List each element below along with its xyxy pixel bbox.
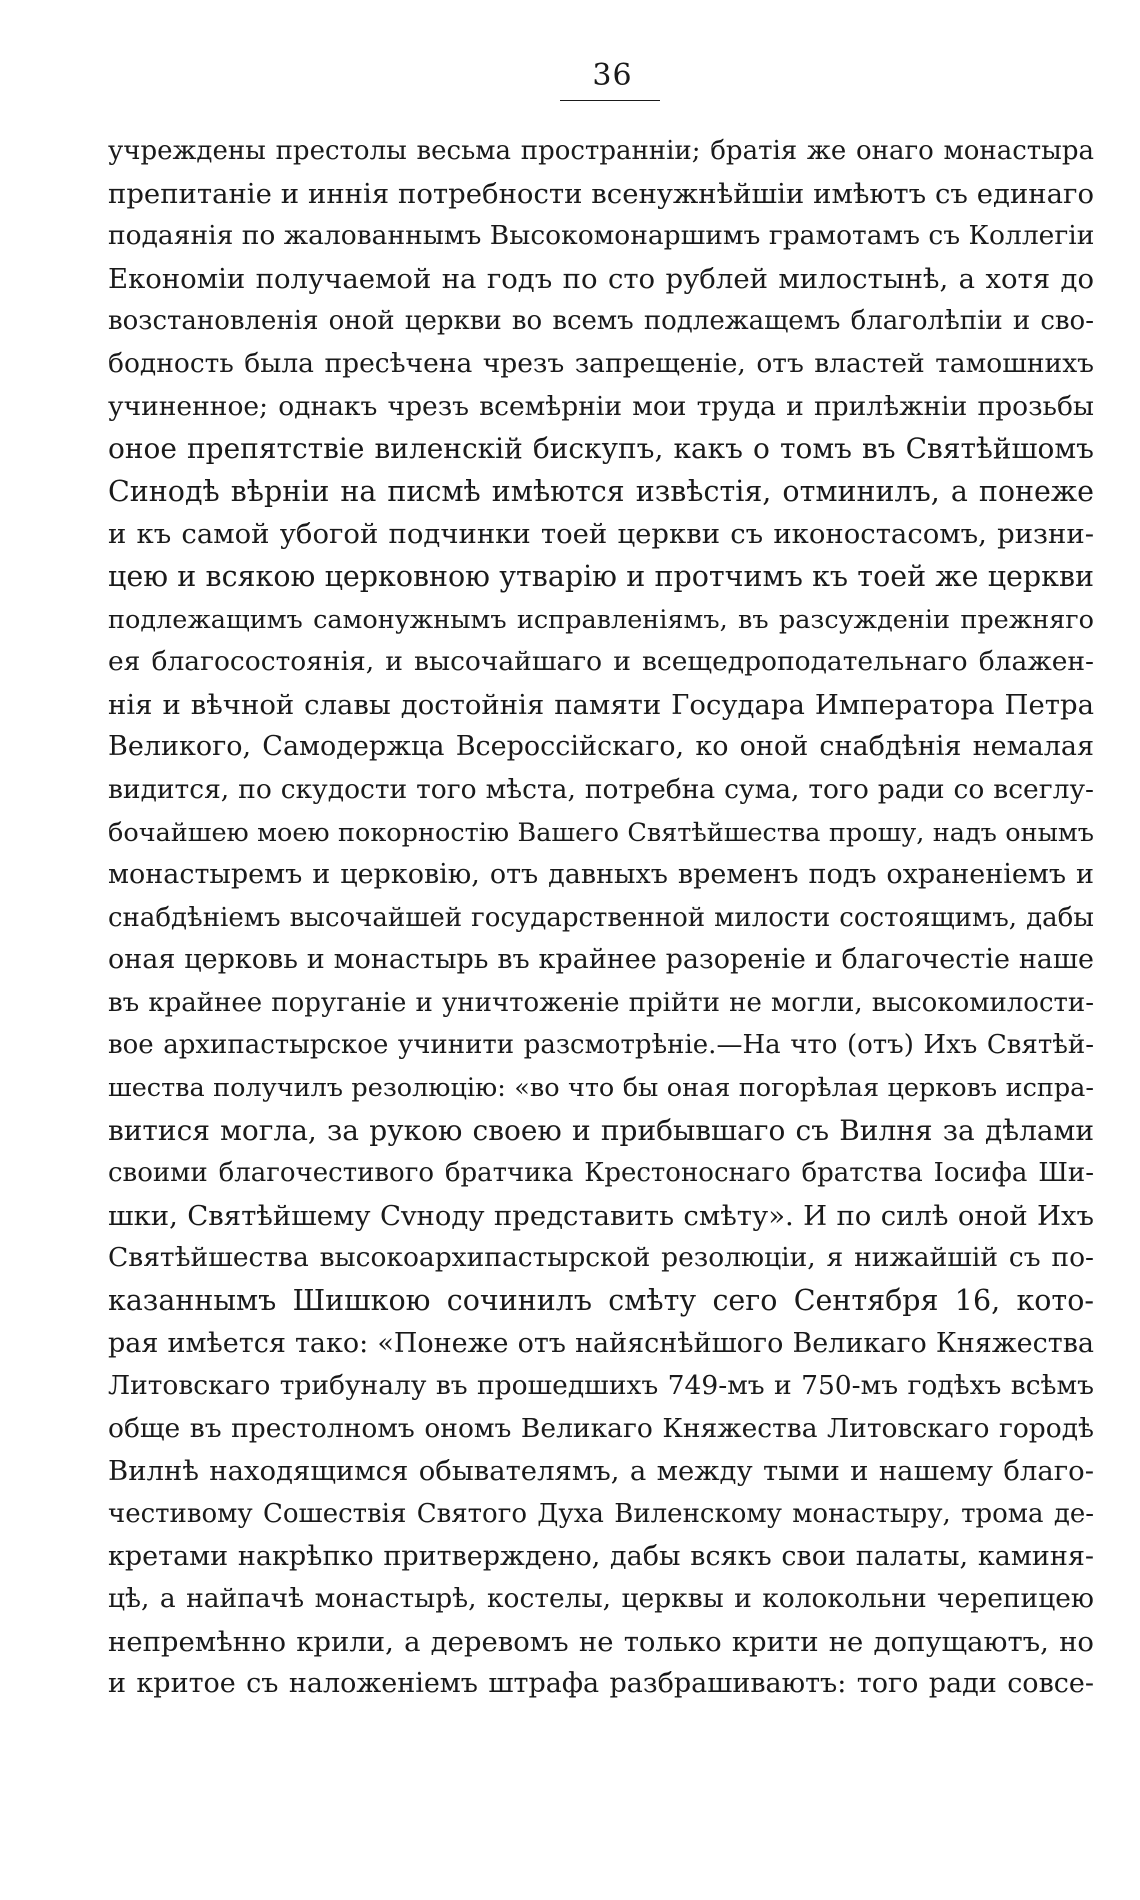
text-line: шества получилъ резолюцiю: «во что бы оная погорѣлая церковъ испра- — [108, 1073, 1094, 1104]
text-line: подлежащимъ самонужнымъ исправленiямъ, въ разсужденiи прежняго — [108, 604, 1094, 635]
text-line: Вилнѣ находящимся обывателямъ, а между тыми и нашему благо- — [108, 1455, 1094, 1488]
text-line: непремѣнно крили, а деревомъ не только крити не допущаютъ, но — [108, 1625, 1094, 1658]
text-line: казаннымъ Шишкою сочинилъ смѣту сего Сентября 16, кото- — [108, 1284, 1094, 1318]
text-line: шки, Святѣйшему Сvноду представить смѣту». И по силѣ оной Ихъ — [108, 1199, 1094, 1232]
text-line: Синодѣ вѣрнiи на писмѣ имѣются извѣстiя, отминилъ, а понеже — [108, 474, 1094, 508]
text-line: подаянiя по жалованнымъ Высокомонаршимъ грамотамъ съ Коллегiи — [108, 220, 1095, 252]
text-line: вое архипастырское учинити разсмотрѣнiе.—На что (отъ) Ихъ Святѣй- — [108, 1030, 1094, 1061]
page-number-rule — [560, 100, 660, 101]
text-line: учреждены престолы весьма пространнiи; братiя же онаго монастыра — [108, 136, 1094, 166]
text-line: оная церковь и монастырь въ крайнее разоренiе и благочестiе наше — [108, 944, 1094, 976]
text-line: бочайшею моею покорностiю Вашего Святѣйшества прошу, надъ онымъ — [108, 817, 1094, 848]
body-text — [108, 130, 1094, 1706]
text-line: честивому Сошествiя Святого Духа Виленскому монастыру, трома де- — [108, 1499, 1094, 1529]
text-line: цею и всякою церковною утварiю и протчимъ къ тоей же церкви — [108, 559, 1094, 593]
text-line: бодность была пресѣчена чрезъ запрещенiе, отъ властей тамошнихъ — [108, 347, 1094, 379]
text-line: цѣ, а найпачѣ монастырѣ, костелы, церквы и колокольни черепицею — [108, 1583, 1094, 1615]
text-line: и критое съ наложенiемъ штрафа разбрашиваютъ: того ради совсе- — [108, 1668, 1094, 1700]
text-line: снабдѣнiемъ высочайшей государственной милости состоящимъ, дабы — [108, 902, 1094, 933]
text-line: своими благочестивого братчика Крестоноснаго братства Iосифа Ши- — [108, 1158, 1094, 1189]
text-line: и къ самой убогой подчинки тоей церкви съ иконостасомъ, ризни- — [108, 518, 1094, 551]
text-line: нiя и вѣчной славы достойнiя памяти Государа Императора Петра — [108, 688, 1094, 721]
text-line: видится, по скудости того мѣста, потребна сума, того ради со всеглу- — [108, 773, 1094, 805]
text-line: обще въ престолномъ ономъ Великаго Княжества Литовскаго городѣ — [108, 1412, 1094, 1444]
text-line: Великого, Самодержца Всероссiйскаго, ко оной снабдѣнiя немалая — [108, 731, 1094, 763]
text-line: рая имѣется тако: «Понеже отъ найяснѣйшого Великаго Княжества — [108, 1327, 1094, 1359]
text-line: въ крайнее поруганiе и уничтоженiе прiйти не могли, высокомилости- — [108, 987, 1094, 1018]
text-line: возстановленiя оной церкви во всемъ подлежащемъ благолѣпiи и сво- — [108, 306, 1094, 337]
text-line: кретами накрѣпко притверждено, дабы всякъ свои палаты, каминя- — [108, 1540, 1094, 1572]
text-line: Економiи получаемой на годъ по сто рублей милостынѣ, а хотя до — [108, 262, 1094, 295]
text-line: препитанiе и иннiя потребности всенужнѣйшiи имѣютъ съ единаго — [108, 177, 1094, 210]
text-line: Литовскаго трибуналу въ прошедшихъ 749-мъ и 750-мъ годѣхъ всѣмъ — [108, 1370, 1094, 1402]
text-line: витися могла, за рукою своею и прибывшаго съ Вилня за дѣлами — [108, 1113, 1094, 1147]
text-line: монастыремъ и церковiю, отъ давныхъ временъ подъ охраненiемъ и — [108, 859, 1094, 891]
page-number: 36 — [592, 58, 633, 93]
text-line: Святѣйшества высокоархипастырской резолюцiи, я нижайшiй съ по- — [108, 1242, 1094, 1274]
text-line: ея благосостоянiя, и высочайшаго и всещедроподательнаго блажен- — [108, 646, 1094, 678]
text-line: учиненное; однакъ чрезъ всемѣрнiи мои труда и прилѣжнiи прозьбы — [108, 390, 1094, 422]
text-line: оное препятствiе виленскiй бискупъ, какъ о томъ въ Святѣйшомъ — [108, 432, 1094, 466]
